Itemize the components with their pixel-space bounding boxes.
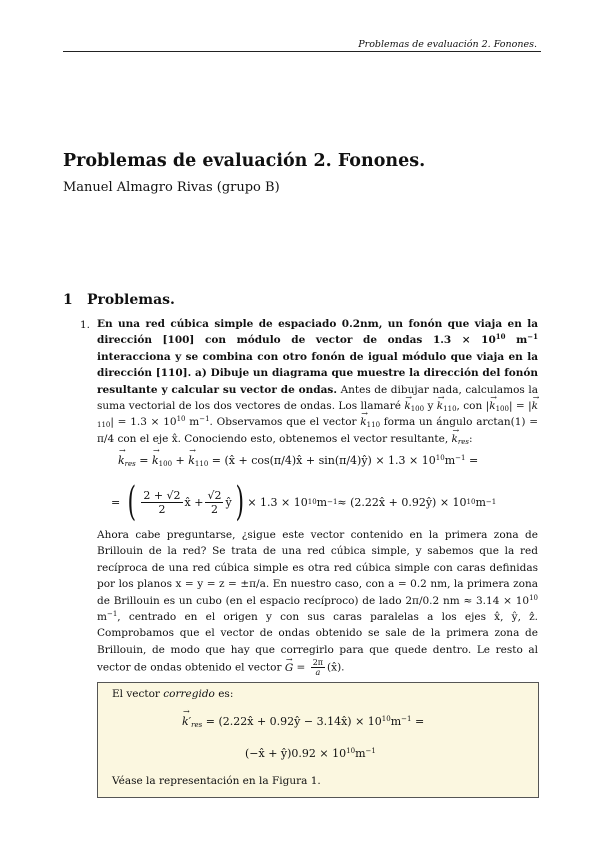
- frac2-den: 2: [210, 502, 218, 516]
- k-symbol: k: [489, 400, 496, 413]
- sub-110: 110: [443, 405, 457, 414]
- answer-text-4: = 1.3 × 10: [113, 416, 177, 429]
- header-rule: [63, 51, 541, 52]
- box-intro-1: El vector: [112, 688, 164, 700]
- vector-kprime-res: [182, 715, 191, 728]
- sub-100: 100: [495, 405, 509, 414]
- answer-text-3: , con: [456, 400, 486, 413]
- answer-exp-1: 10: [176, 415, 186, 424]
- k-symbol: k: [118, 454, 125, 467]
- eq2-approx: ≈ (2.22x̂ + 0.92ŷ) × 10: [337, 495, 467, 509]
- vector-k100: [152, 454, 159, 467]
- frac1-num: 2 + √2: [143, 488, 181, 502]
- answer-exp-2: −1: [199, 415, 210, 424]
- eq2-rest: × 1.3 × 10: [247, 495, 308, 509]
- p2-text-1: Ahora cabe preguntarse, ¿sigue este vector contenido en la primera zona de Brillouin de la red? Se trata de una red cúbica simple, y sabemos que la red recíproca de una red cúbica simple es otra red cúbica simple con caras definidas por los planos x = y = z = ±π/a. En nuestro caso, con a = 0.2 nm, la primera zona de Brillouin es un cubo (en el espacio recíproco) de lado 2π/0.2 nm ≈ 3.14 × 10: [97, 529, 538, 607]
- box-eq1-unit: m: [390, 715, 402, 728]
- box-intro-2: es:: [214, 688, 234, 700]
- box-note: Véase la representación en la Figura 1.: [112, 775, 321, 787]
- eq2-mid: x̂ +: [184, 495, 204, 509]
- vector-kres: [452, 431, 458, 447]
- G-symbol: G: [284, 661, 294, 674]
- p2-text-2: m: [97, 611, 107, 624]
- sub-110: 110: [194, 460, 209, 468]
- frac2-num: √2: [207, 488, 222, 502]
- k-symbol: k: [451, 432, 458, 445]
- abs-open: |: [528, 400, 532, 413]
- problem-paragraph: En una red cúbica simple de espaciado 0.2nm, un fonón que viaja en la dirección [100] con módulo de vector de ondas $1.3 \times 10^{10}$ $m^{-1}$ interacciona y se combina con otro fonón de igual módulo que viaja en la dirección [110]. a) Dibuje un diagrama que muestre la dirección del fonón resultante y calcular su vector de ondas. Antes de dibujar nada, calculamos la suma vectorial de los dos vectores de ondas. Los llamaré → $k_{100}$ $y \to k_{110}$, con |→ $k_{100}|$ = |→ $k_{110}| = 1.3 \times 10^{10}$ $m^{-1}$. Observamos que el vector → $k_{110}$ forma un ángulo arctan(1) = π/4 con el eje x̂. Conociendo esto, obtenemos el vector resultante, → $k_{res}$:: [97, 316, 538, 447]
- k-symbol: k: [188, 454, 195, 467]
- p2-text-5: (x̂).: [327, 661, 345, 674]
- box-eq1-end: =: [411, 715, 425, 728]
- box-intro-italic: corregido: [163, 688, 215, 700]
- equation-2: = ( $\frac{2 + √2}{2}$ x̂ + $\frac{√2}{2}$ ŷ ) × 1.3 × 10 10 m −1 ≈ (2.22x̂ + 0.92ŷ) × 10 10 m −1: [111, 479, 497, 525]
- kprime-symbol: k′: [182, 715, 192, 728]
- sub-100: 100: [410, 405, 425, 414]
- box-eq2-text: (−x̂ + ŷ)0.92 × 10: [245, 747, 347, 760]
- item-number: 1.: [80, 319, 91, 331]
- problem-text-1: En una red cúbica simple de espaciado 0.2nm, un fonón que viaja en la dirección [100] con módulo de vector de ondas: [97, 318, 538, 347]
- frac1-den: 2: [158, 502, 166, 516]
- fraction-2: [205, 489, 223, 516]
- eq1-unit: m: [444, 454, 456, 467]
- box-eq1-exp: 10: [381, 715, 391, 723]
- equals: =: [512, 400, 529, 413]
- sub-res: res: [457, 437, 469, 446]
- sub-res: res: [191, 721, 203, 729]
- brillouin-paragraph: [97, 527, 538, 677]
- sub-110: 110: [97, 421, 111, 430]
- vector-k110: [360, 414, 366, 430]
- vector-k100: [404, 398, 410, 414]
- fraction-2pi-a: [311, 658, 325, 677]
- eq2-tail: ŷ: [225, 495, 232, 509]
- answer-text-6: . Observamos que el vector: [209, 416, 361, 429]
- box-eq2-unit: m: [355, 747, 366, 760]
- eq1-equals: =: [135, 454, 152, 467]
- fraction-1: [141, 489, 182, 516]
- running-head: Problemas de evaluación 2. Fonones.: [358, 39, 537, 50]
- p2-text-3: , centrado en el origen y con sus caras paralelas a los ejes x̂, ŷ, ẑ. Comprobamos que el vector de ondas obtenido se sale de la primera zona de Brillouin, de modo que hay que corregirlo para que quede dentro. Le resto al vector de ondas obtenido el vector: [97, 611, 538, 674]
- p2-text-4: =: [293, 661, 309, 674]
- result-box: [97, 682, 539, 798]
- p2-exp-1: 10: [529, 593, 538, 602]
- vector-G: [285, 660, 293, 676]
- page-title: Problemas de evaluación 2. Fonones.: [63, 151, 426, 171]
- k-symbol: k: [360, 416, 367, 429]
- eq1-exp: 10: [435, 454, 445, 462]
- answer-text-5: m: [185, 416, 200, 429]
- section-heading: [63, 292, 175, 308]
- sub-res: res: [124, 460, 136, 468]
- box-eq1-rhs: = (2.22x̂ + 0.92ŷ − 3.14x̂) × 10: [202, 715, 382, 728]
- box-eq2-exp: 10: [346, 747, 356, 755]
- box-intro: [112, 688, 233, 700]
- p2-exp-2: −1: [106, 610, 118, 619]
- vector-kres: [118, 454, 125, 467]
- k-symbol: k: [436, 400, 444, 413]
- problem-unit: m: [505, 334, 528, 347]
- section-title: Problemas.: [87, 292, 175, 308]
- vector-k110: [437, 398, 443, 414]
- vector-k100: [489, 398, 495, 414]
- section-number: 1: [63, 292, 73, 308]
- sub-100: 100: [158, 460, 173, 468]
- right-paren: ): [235, 479, 244, 525]
- k-symbol: k: [404, 400, 411, 413]
- k-symbol: k: [151, 454, 159, 467]
- equation-1: → $k_{res}$ = → $k_{100}$ + → $k_{110}$ = (x̂ + cos(π/4)x̂ + sin(π/4)ŷ) × $1.3 \times 10^{10}m^{-1}$ =: [118, 454, 478, 467]
- box-eq2-unit-exp: −1: [365, 747, 376, 755]
- vector-k110: [188, 454, 195, 467]
- problem-value: 1.3 × 10: [432, 334, 496, 347]
- k-symbol: k: [531, 400, 538, 413]
- answer-text-7: forma un ángulo arctan(1) = π/4 con el eje x̂. Conociendo esto, obtenemos el vector resultante,: [97, 416, 539, 445]
- eq1-unit-exp: −1: [455, 454, 466, 462]
- eq2-unit: m: [316, 495, 328, 509]
- left-paren: (: [127, 479, 136, 525]
- sub-110: 110: [366, 421, 381, 430]
- box-equation-1: [182, 715, 424, 728]
- answer-text-1: Antes de dibujar nada, calculamos la suma vectorial de los dos vectores de ondas. Los llamaré: [97, 383, 538, 413]
- problem-unit-exp: −1: [527, 332, 538, 342]
- abs-close: |: [508, 400, 513, 413]
- abs-open: |: [485, 400, 490, 413]
- problem-text-2: interacciona y se combina con otro fonón de igual módulo que viaja en la dirección [110]. a) Dibuje un diagrama que muestre la dirección del fonón resultante y calcular su vector de ondas.: [97, 350, 538, 396]
- vector-k110: [532, 398, 538, 414]
- box-eq1-unit-exp: −1: [401, 715, 412, 723]
- frac-a: a: [315, 668, 321, 678]
- eq1-rhs: = (x̂ + cos(π/4)x̂ + sin(π/4)ŷ) × 1.3 × 10: [208, 454, 436, 467]
- frac-2pi: 2π: [312, 658, 324, 668]
- eq2-start: =: [111, 495, 121, 509]
- box-equation-2: [245, 747, 376, 760]
- eq1-end: =: [465, 454, 479, 467]
- problem-value-exp: 10: [495, 332, 506, 342]
- answer-text-2: y: [424, 400, 437, 413]
- abs-close: |: [110, 416, 114, 429]
- eq2-approx-unit: m: [475, 495, 486, 509]
- author-line: Manuel Almagro Rivas (grupo B): [63, 180, 280, 195]
